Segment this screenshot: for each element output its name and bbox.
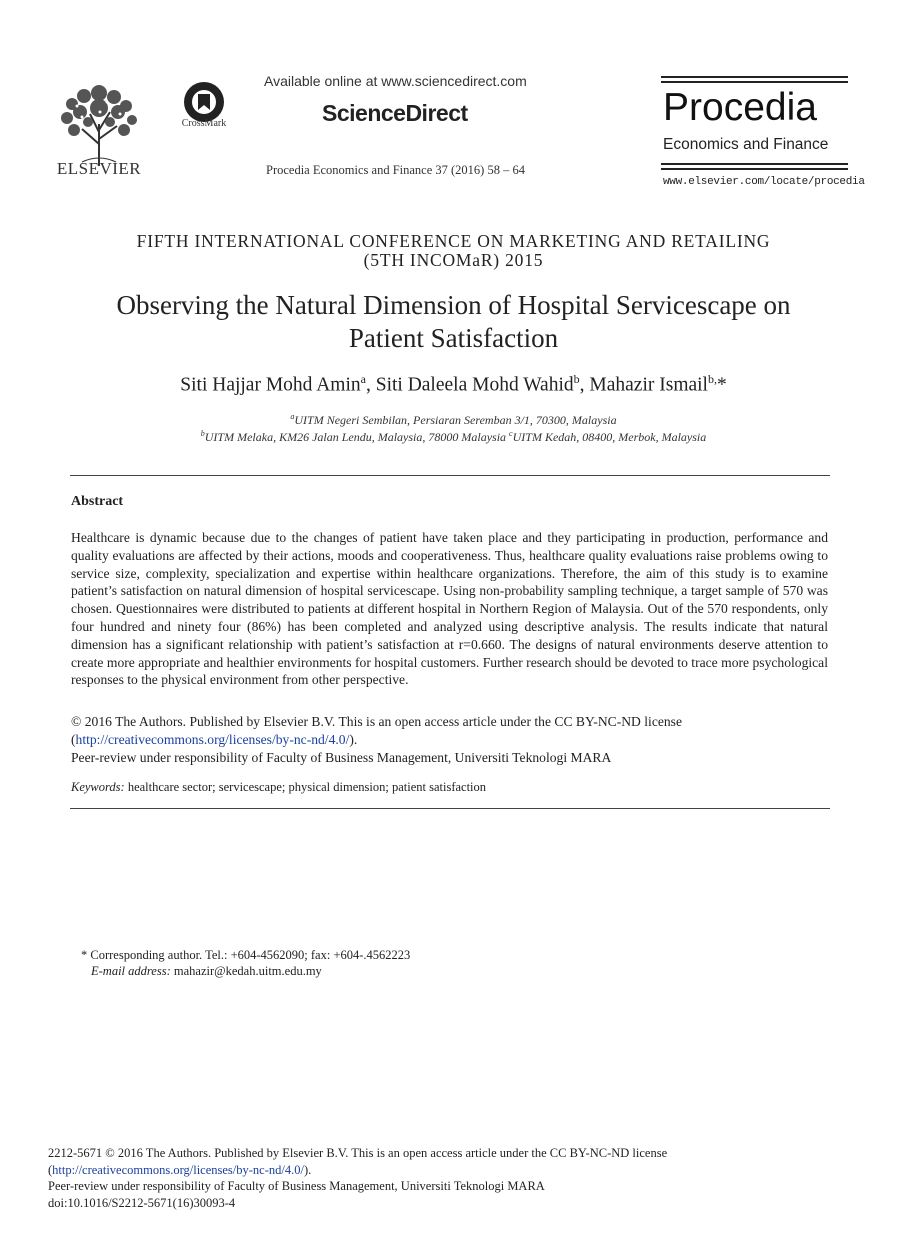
author-name: Mahazir Ismail bbox=[589, 374, 708, 396]
author-affil-mark: b bbox=[573, 372, 580, 386]
keywords bbox=[71, 780, 828, 795]
footer-peer-review: Peer-review under responsibility of Faculty of Business Management, Universiti Teknologi MARA bbox=[48, 1179, 545, 1193]
crossmark-label: CrossMark bbox=[181, 118, 227, 129]
author-name: Siti Daleela Mohd Wahid bbox=[375, 374, 574, 396]
copyright-line: © 2016 The Authors. Published by Elsevier B.V. This is an open access article under the CC BY-NC-ND license bbox=[71, 714, 683, 729]
paper-title-line-2: Patient Satisfaction bbox=[348, 323, 559, 353]
keywords-label: Keywords: bbox=[71, 780, 125, 794]
paren-close: ). bbox=[303, 1162, 312, 1177]
corresponding-author bbox=[81, 947, 410, 979]
footer-issn-line: 2212-5671 © 2016 The Authors. Published by Elsevier B.V. This is an open access article under the CC BY-NC-ND license bbox=[48, 1146, 668, 1160]
procedia-subtitle: Economics and Finance bbox=[663, 136, 829, 153]
affil-text: UITM Kedah, 08400, Merbok, Malaysia bbox=[512, 430, 707, 444]
affil-text: UITM Melaka, KM26 Jalan Lendu, Malaysia, 78000 Malaysia bbox=[204, 430, 507, 444]
procedia-bottom-rule-2 bbox=[661, 168, 848, 170]
abstract-heading: Abstract bbox=[71, 494, 124, 509]
keywords-text: healthcare sector; servicescape; physical dimension; patient satisfaction bbox=[124, 780, 487, 794]
journal-reference: Procedia Economics and Finance 37 (2016) 58 – 64 bbox=[266, 163, 525, 177]
procedia-bottom-rule bbox=[661, 163, 848, 165]
footer-license-link[interactable]: http://creativecommons.org/licenses/by-nc-nd/4.0/ bbox=[52, 1162, 304, 1177]
conference-line-1: FIFTH INTERNATIONAL CONFERENCE ON MARKETING AND RETAILING bbox=[136, 231, 771, 251]
page-footer bbox=[48, 1145, 667, 1211]
affil-mark: a bbox=[290, 412, 295, 421]
email-address[interactable]: mahazir@kedah.uitm.edu.my bbox=[170, 964, 322, 978]
conference-line-2: (5TH INCOMaR) 2015 bbox=[363, 250, 544, 270]
affil-mark: c bbox=[509, 429, 513, 438]
procedia-title: Procedia bbox=[663, 86, 817, 129]
available-online-text: Available online at www.sciencedirect.com bbox=[264, 73, 527, 89]
license-link[interactable]: http://creativecommons.org/licenses/by-nc-nd/4.0/ bbox=[75, 731, 350, 747]
divider-bottom bbox=[70, 808, 830, 809]
paper-title bbox=[60, 289, 847, 355]
paren-close: ). bbox=[349, 731, 358, 747]
paren-open: ( bbox=[71, 731, 76, 747]
abstract-body: Healthcare is dynamic because due to the changes of patient have taken place and they participating in production, performance and quality evaluations are affected by their actions, moods and cooperativeness. Thus, healthcare quality evaluations raise problems owing to service size, complexity, specialization and expertise within healthcare organizations. Therefore, the aim of this study is to examine patient’s satisfaction on natural dimension of hospital servicescape. Using non-probability sampling technique, a target sample of 570 was chosen. Questionnaires were distributed to patients at different hospital in Northern Region of Malaysia. Out of the 570 respondents, only four hundred and ninety four (86%) has been completed and analyzed using descriptive analysis. The results indicate that natural dimension has a significant relationship with patient’s satisfaction at r=0.660. The designs of natural environments deserve attention to create more appropriate and healthier environments for hospital customers. Further research should be devoted to trace more psychological responses to the physical environment from other perspective. bbox=[71, 530, 828, 688]
procedia-url[interactable]: www.elsevier.com/locate/procedia bbox=[663, 176, 865, 188]
email-label: E-mail address: bbox=[91, 964, 171, 978]
author-separator: , bbox=[579, 374, 590, 396]
peer-review-line: Peer-review under responsibility of Faculty of Business Management, Universiti Teknologi MARA bbox=[71, 749, 612, 765]
author-affil-mark: a bbox=[360, 372, 366, 386]
elsevier-wordmark: ELSEVIER bbox=[56, 159, 142, 178]
author-affil-mark: b, bbox=[707, 372, 717, 386]
author-name: Siti Hajjar Mohd Amin bbox=[180, 374, 361, 396]
affiliation-line-1 bbox=[40, 412, 867, 428]
procedia-top-rule-2 bbox=[661, 81, 848, 83]
corresponding-mark: * bbox=[716, 374, 727, 396]
corresponding-author-line: * Corresponding author. Tel.: +604-4562090; fax: +604-.4562223 bbox=[81, 948, 411, 962]
affil-text: UITM Negeri Sembilan, Persiaran Seremban 3/1, 70300, Malaysia bbox=[294, 413, 617, 427]
affiliation-line-2 bbox=[40, 429, 867, 445]
paper-title-line-1: Observing the Natural Dimension of Hospital Servicescape on bbox=[116, 290, 791, 320]
copyright-notice bbox=[71, 713, 828, 766]
sciencedirect-logo: ScienceDirect bbox=[322, 100, 468, 126]
affil-mark: b bbox=[200, 429, 205, 438]
email-line bbox=[81, 963, 410, 979]
author-separator: , bbox=[365, 374, 376, 396]
license-line bbox=[71, 731, 828, 749]
author-list bbox=[40, 372, 867, 397]
procedia-top-rule bbox=[661, 76, 848, 78]
footer-license-line bbox=[48, 1162, 667, 1179]
footer-doi[interactable]: doi:10.1016/S2212-5671(16)30093-4 bbox=[48, 1195, 236, 1210]
paren-open: ( bbox=[48, 1162, 53, 1177]
divider-top bbox=[70, 475, 830, 476]
